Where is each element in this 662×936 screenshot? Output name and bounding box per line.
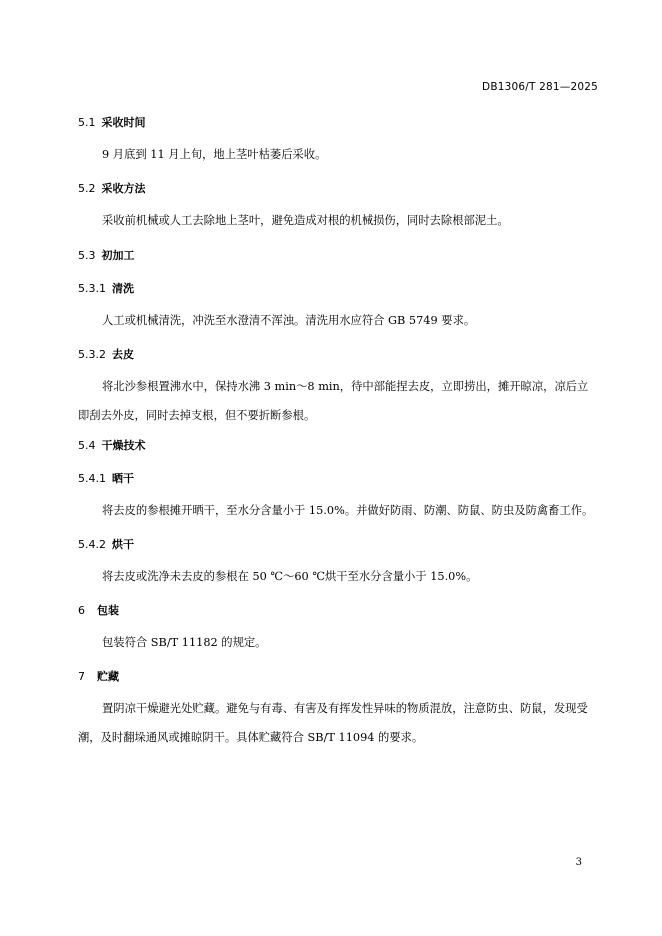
section-number: 7: [78, 670, 85, 683]
section-number: 6: [78, 604, 85, 617]
section-title: 包装: [97, 604, 119, 617]
section-title: 采收方法: [101, 182, 146, 195]
section-heading-5-1: [78, 114, 146, 130]
section-title: 晒干: [112, 472, 134, 485]
section-number: 5.3.1: [78, 282, 106, 295]
section-heading-7: [78, 668, 119, 684]
section-number: 5.3.2: [78, 348, 106, 361]
section-title: 清洗: [112, 282, 134, 295]
section-heading-5-4: [78, 437, 146, 453]
paragraph: 人工或机械清洗，冲洗至水澄清不浑浊。清洗用水应符合 GB 5749 要求。: [102, 314, 476, 327]
section-heading-6: [78, 602, 119, 618]
section-title: 贮藏: [97, 670, 119, 683]
section-number: 5.4.2: [78, 538, 106, 551]
section-heading-5-2: [78, 180, 146, 196]
paragraph: 采收前机械或人工去除地上茎叶，避免造成对根的机械损伤，同时去除根部泥土。: [102, 214, 509, 227]
section-title: 干燥技术: [101, 439, 146, 452]
paragraph: 将去皮或洗净未去皮的参根在 50 ℃～60 ℃烘干至水分含量小于 15.0%。: [102, 570, 478, 583]
section-heading-5-4-1: [78, 470, 134, 486]
section-heading-5-3: [78, 247, 135, 263]
section-number: 5.1: [78, 116, 96, 129]
section-title: 烘干: [112, 538, 134, 551]
section-number: 5.4.1: [78, 472, 106, 485]
section-number: 5.2: [78, 182, 96, 195]
paragraph: 将去皮的参根摊开晒干，至水分含量小于 15.0%。并做好防雨、防潮、防鼠、防虫及防禽畜工作。: [102, 504, 594, 517]
section-title: 去皮: [112, 348, 134, 361]
paragraph: 置阴凉干燥避光处贮藏。避免与有毒、有害及有挥发性异味的物质混放，注意防虫、防鼠，发现受潮，及时翻垛通风或摊晾阴干。具体贮藏符合 SB/T 11094 的要求。: [78, 702, 588, 744]
section-heading-5-3-1: [78, 280, 134, 296]
section-title: 初加工: [101, 249, 135, 262]
section-heading-5-4-2: [78, 536, 134, 552]
section-number: 5.4: [78, 439, 96, 452]
paragraph: 将北沙参根置沸水中，保持水沸 3 min～8 min，待中部能捏去皮，立即捞出，摊开晾凉，凉后立即刮去外皮，同时去掉支根，但不要折断参根。: [78, 380, 589, 422]
document-code: DB1306/T 281—2025: [482, 81, 598, 93]
section-heading-5-3-2: [78, 346, 134, 362]
paragraph: 包装符合 SB/T 11182 的规定。: [102, 636, 267, 649]
page-number: 3: [575, 857, 582, 868]
section-title: 采收时间: [101, 116, 146, 129]
section-number: 5.3: [78, 249, 96, 262]
paragraph: 9 月底到 11 月上旬，地上茎叶枯萎后采收。: [102, 148, 327, 161]
